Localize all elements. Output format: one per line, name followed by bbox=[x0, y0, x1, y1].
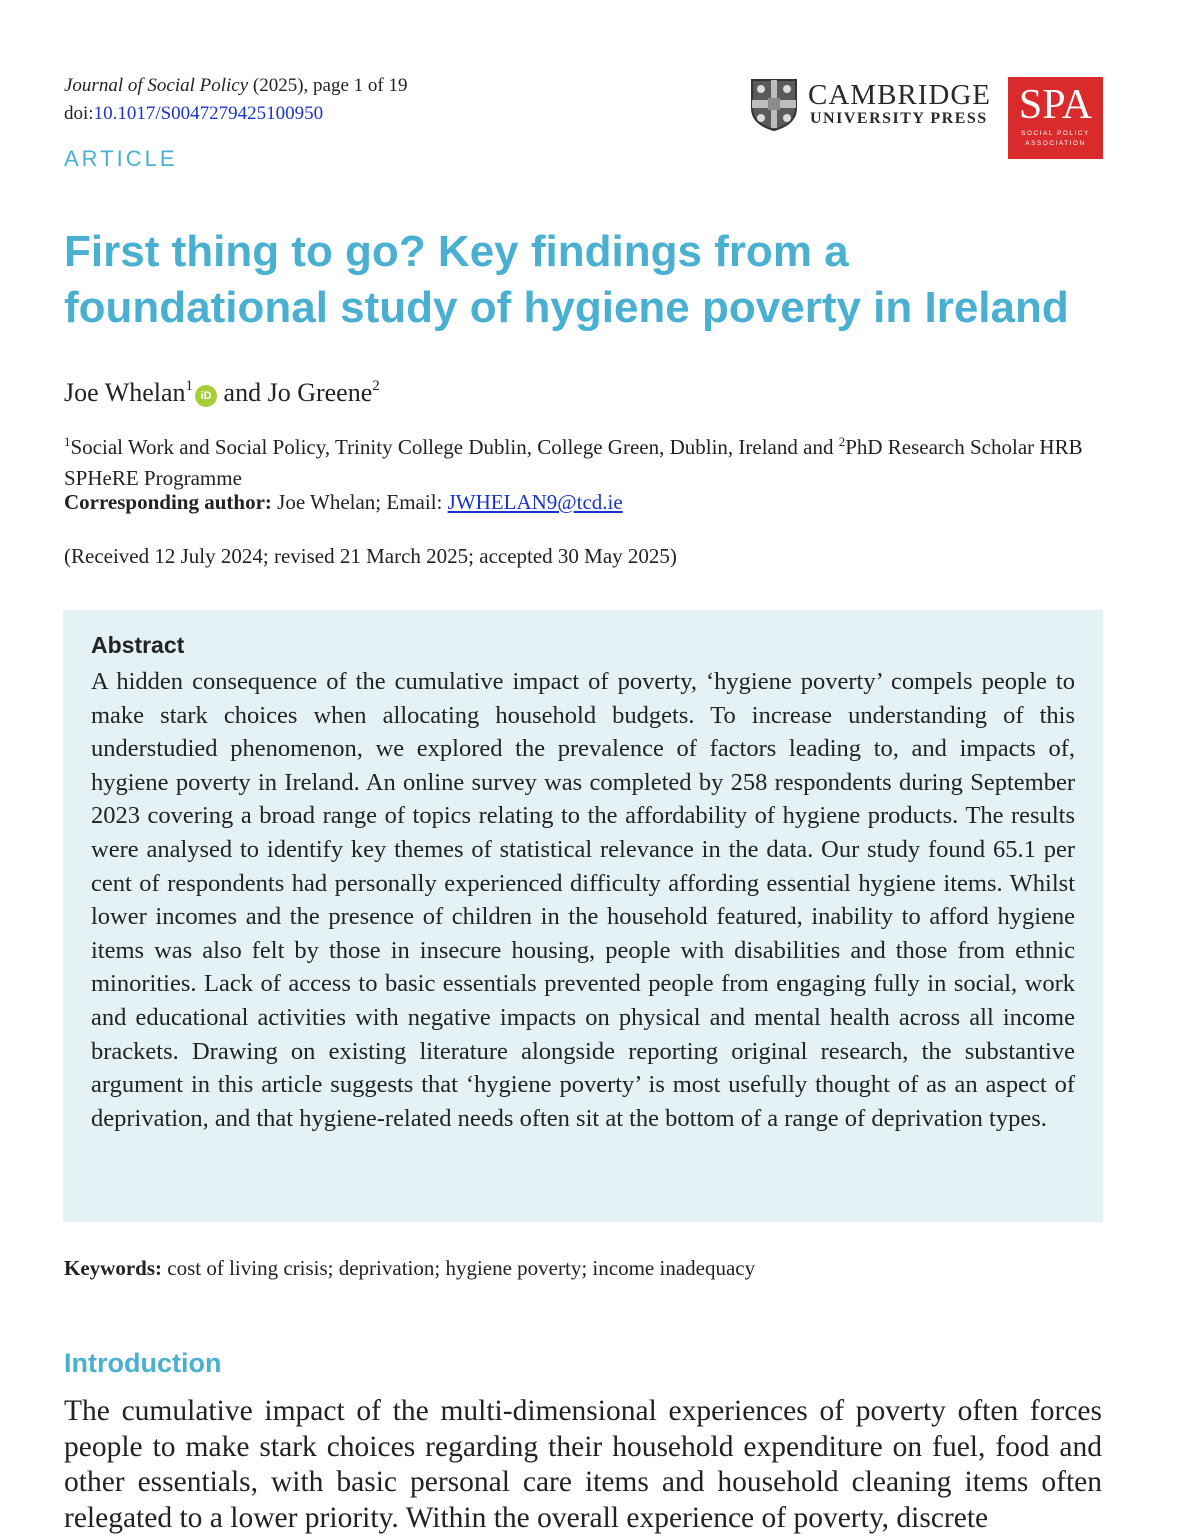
author-connector: and bbox=[217, 378, 268, 407]
keywords-label: Keywords: bbox=[64, 1256, 162, 1280]
doi-prefix: doi: bbox=[64, 103, 94, 124]
keywords-text: cost of living crisis; deprivation; hygiene poverty; income inadequacy bbox=[162, 1256, 756, 1280]
abstract-box bbox=[63, 610, 1103, 1222]
spa-subtitle-line1: SOCIAL POLICY bbox=[1021, 130, 1090, 137]
affiliation-text: Social Work and Social Policy, Trinity College Dublin, College Green, Dublin, Ireland and bbox=[70, 435, 839, 459]
abstract-heading: Abstract bbox=[91, 632, 185, 658]
spa-wordmark: SPA bbox=[1018, 82, 1093, 128]
affiliations bbox=[64, 426, 1106, 494]
author-name[interactable]: Jo Greene bbox=[267, 378, 373, 407]
corresponding-text: Joe Whelan; Email: bbox=[271, 490, 448, 514]
email-link[interactable]: JWHELAN9@tcd.ie bbox=[447, 490, 623, 514]
doi-link[interactable]: 10.1017/S0047279425100950 bbox=[93, 103, 324, 124]
author-affiliation-marker: 2 bbox=[372, 378, 380, 394]
author-affiliation-marker: 1 bbox=[185, 378, 194, 394]
journal-issue: (2025), page 1 of 19 bbox=[248, 75, 408, 96]
introduction-text: The cumulative impact of the multi-dimensional experiences of poverty often forces people to make stark choices regarding their household expenditure on fuel, food and other essentials, with basic personal care items and household cleaning items often relegated to a lower priority. Within the overall experience of poverty, discrete bbox=[64, 1395, 1102, 1534]
spa-subtitle-line2: ASSOCIATION bbox=[1025, 140, 1086, 147]
article-title: First thing to go? Key findings from a foundational study of hygiene poverty in Ireland bbox=[64, 227, 1069, 332]
spa-logo[interactable] bbox=[1008, 77, 1103, 159]
cambridge-subtitle: UNIVERSITY PRESS bbox=[810, 110, 988, 127]
affiliation-marker: 2 bbox=[838, 434, 846, 449]
keywords bbox=[64, 1254, 755, 1282]
cambridge-wordmark: CAMBRIDGE bbox=[808, 79, 992, 111]
cambridge-university-press-logo[interactable] bbox=[750, 78, 998, 132]
introduction-heading: Introduction bbox=[64, 1348, 222, 1378]
orcid-icon[interactable]: iD bbox=[195, 385, 217, 407]
cambridge-shield-icon bbox=[750, 78, 798, 132]
affiliation-marker: 1 bbox=[64, 434, 71, 449]
article-type-label: ARTICLE bbox=[64, 146, 178, 171]
received-dates: (Received 12 July 2024; revised 21 March 2025; accepted 30 May 2025) bbox=[64, 544, 677, 568]
author-list bbox=[64, 370, 380, 409]
author-name[interactable]: Joe Whelan bbox=[64, 378, 186, 407]
journal-name: Journal of Social Policy bbox=[64, 75, 249, 96]
affiliation-text: PhD Research Scholar HRB SPHeRE Programme bbox=[64, 435, 1083, 490]
corresponding-label: Corresponding author: bbox=[64, 490, 272, 514]
abstract-text: A hidden consequence of the cumulative impact of poverty, ‘hygiene poverty’ compels people to make stark choices when allocating household budgets. To increase understanding of this understudied phenomenon, we explored the prevalence of factors leading to, and impacts of, hygiene poverty in Ireland. An online survey was completed by 258 respondents during September 2023 covering a broad range of topics relating to the affordability of hygiene products. The results were analysed to identify key themes of statistical relevance in the data. Our study found 65.1 per cent of respondents had personally experienced difficulty affording essential hygiene items. Whilst lower incomes and the presence of children in the household featured, inability to afford hygiene items was also felt by those in insecure housing, people with disabilities and those from ethnic minorities. Lack of access to basic essentials prevented people from engaging fully in social, work and educational activities with negative impacts on physical and mental health across all income brackets. Drawing on existing literature alongside reporting original research, the substantive argument in this article suggests that ‘hygiene poverty’ is most usefully thought of as an aspect of deprivation, and that hygiene-related needs often sit at the bottom of a range of deprivation types. bbox=[91, 668, 1075, 1132]
doi-line bbox=[64, 102, 323, 126]
corresponding-author bbox=[64, 488, 623, 516]
journal-citation bbox=[64, 74, 408, 98]
spa-subtitle bbox=[1008, 129, 1103, 149]
